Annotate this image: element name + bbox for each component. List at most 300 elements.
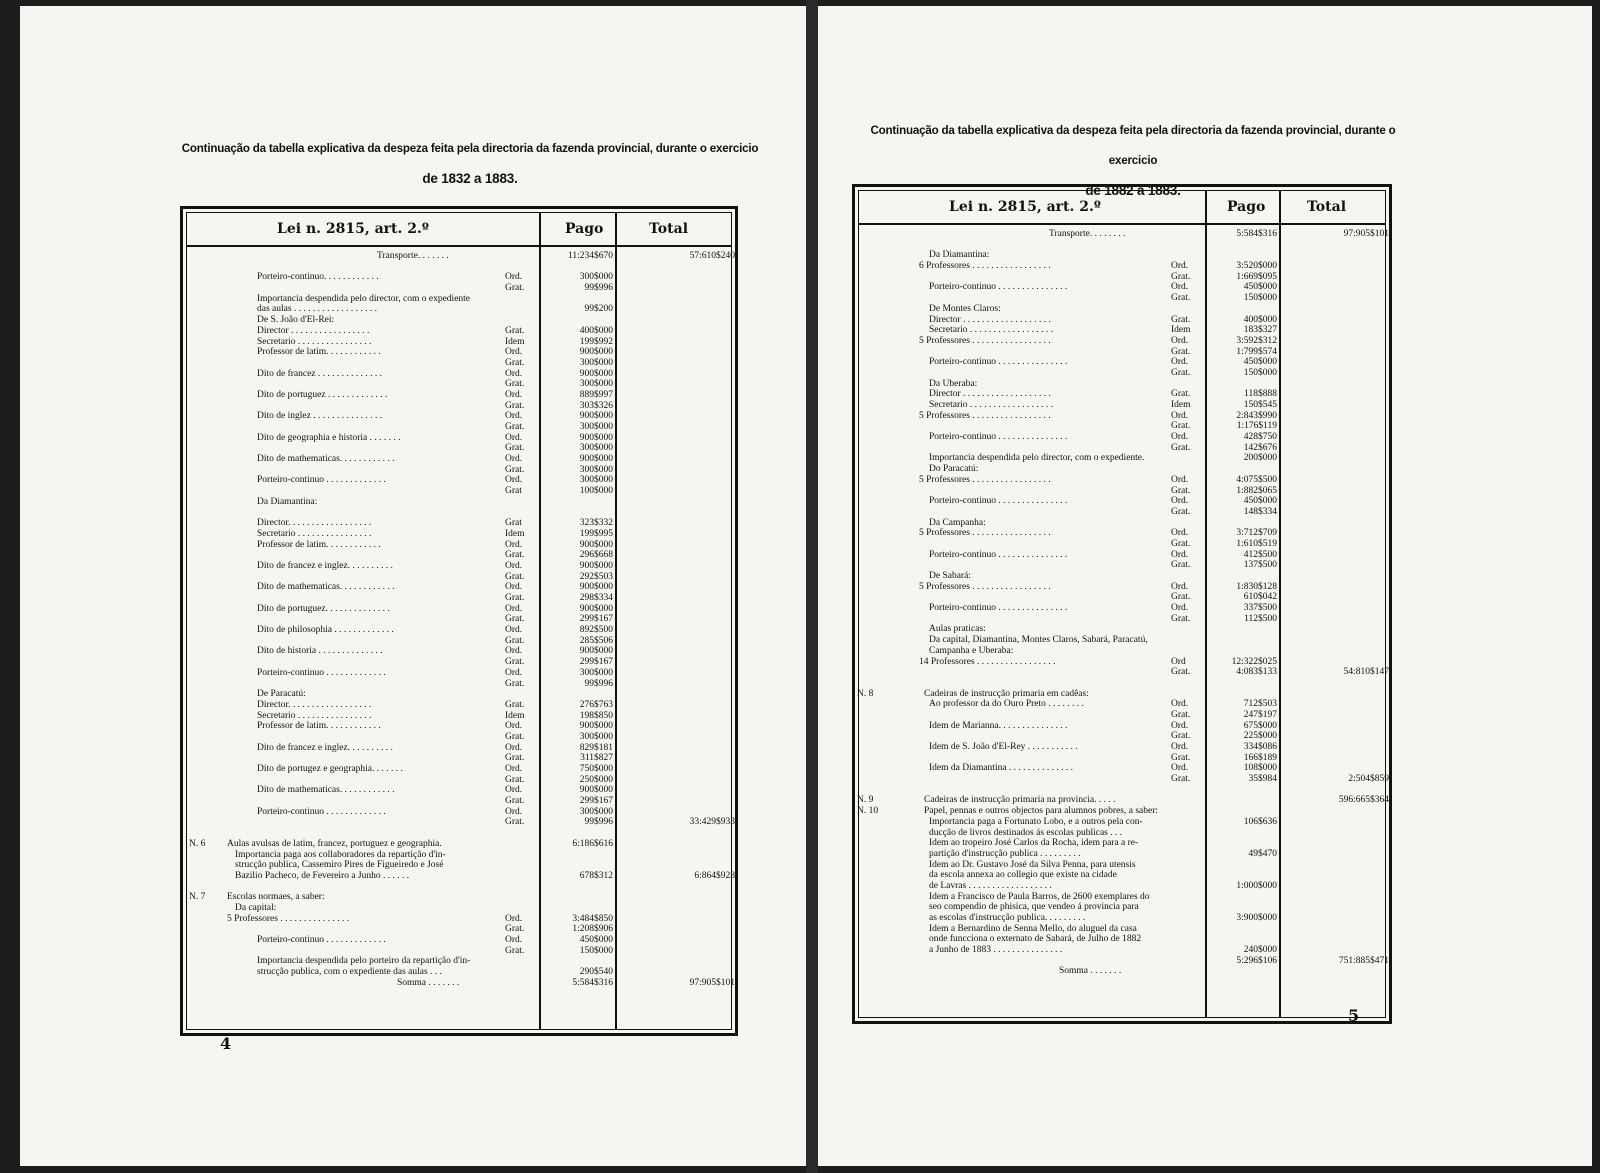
row-kind: Grat. <box>505 699 525 710</box>
row-kind: Ord. <box>1171 603 1189 614</box>
table-row <box>859 667 1389 678</box>
table-row <box>187 540 731 551</box>
table-row <box>187 892 731 903</box>
row-description: 5 Professores . . . . . . . . . . . . . . . . . <box>919 474 1051 485</box>
row-pago: 276$763 <box>579 699 613 710</box>
table-row <box>187 924 731 935</box>
table-row <box>859 486 1385 497</box>
row-description: Somma . . . . . . . <box>1059 966 1122 977</box>
row-kind: Ord. <box>505 764 523 774</box>
row-pago: 900$000 <box>579 432 613 443</box>
left-col-total: Total <box>649 221 689 237</box>
row-kind: Ord. <box>1171 261 1189 272</box>
row-pago: 200$000 <box>1243 453 1277 464</box>
row-kind: Ord. <box>1171 549 1189 560</box>
row-description: Dito de geographia e historia . . . . . . . <box>257 432 401 443</box>
table-row <box>859 582 1385 593</box>
row-kind: Grat. <box>505 464 525 475</box>
row-kind: Ord. <box>505 475 523 486</box>
row-kind: Ord. <box>505 411 523 422</box>
row-number: N. 6 <box>189 838 206 849</box>
row-description: De Sabará: <box>929 571 971 581</box>
row-description: Idem de S. João d'El-Rey . . . . . . . . . . . <box>929 742 1078 752</box>
row-kind: Ord. <box>505 742 523 753</box>
table-row <box>187 358 731 369</box>
row-description: Cadeiras de instrucção primaria na provincia. . . . . <box>924 795 1116 806</box>
table-row <box>187 379 731 390</box>
row-pago: 5:584$316 <box>1236 229 1277 239</box>
row-description: a Junho de 1883 . . . . . . . . . . . . . . . <box>929 945 1063 956</box>
row-pago: 199$995 <box>579 528 613 539</box>
row-description: Aulas praticas: <box>929 624 986 635</box>
table-row <box>187 882 731 893</box>
row-total: 2:504$859 <box>1348 774 1389 785</box>
table-row <box>859 315 1385 326</box>
row-description: as escolas d'instrucção publica. . . . . . . . . <box>929 913 1086 923</box>
row-description: Secretario . . . . . . . . . . . . . . . . <box>257 336 372 347</box>
table-row <box>187 604 731 615</box>
row-kind: Grat. <box>1171 314 1191 325</box>
right-col-lei: Lei n. 2815, art. 2.º <box>949 199 1101 215</box>
row-kind: Ord. <box>1171 581 1189 592</box>
table-row <box>187 315 731 326</box>
table-row <box>187 817 735 828</box>
table-row <box>187 732 731 743</box>
row-kind: Grat. <box>505 657 525 668</box>
table-row <box>859 453 1385 464</box>
row-description: onde funcciona o externato de Sabará, de Julho de 1882 <box>929 934 1142 945</box>
row-pago: 12:322$025 <box>1231 656 1277 667</box>
row-kind: Ord. <box>505 347 523 358</box>
row-kind: Grat. <box>1171 538 1191 549</box>
row-description: de Lavras . . . . . . . . . . . . . . . . . . <box>929 880 1052 891</box>
table-row <box>859 507 1385 518</box>
row-pago: 750$000 <box>579 764 613 774</box>
row-pago: 100$000 <box>579 486 613 497</box>
row-number: N. 10 <box>857 806 879 817</box>
row-pago: 334$086 <box>1243 742 1277 752</box>
right-heading-line1: Continuação da tabella explicativa da despeza feita pela directoria da fazenda provincial, durante o exercicio <box>870 124 1396 167</box>
table-row <box>859 443 1385 454</box>
table-row <box>187 411 731 422</box>
table-row <box>187 454 731 465</box>
table-row <box>859 550 1385 561</box>
table-row <box>187 679 731 690</box>
table-row <box>187 369 731 380</box>
row-kind: Ord. <box>505 539 523 550</box>
row-total: 596:665$364 <box>1338 795 1389 806</box>
table-row <box>187 422 731 433</box>
row-kind: Grat. <box>505 379 525 390</box>
table-row <box>187 721 731 732</box>
row-kind: Grat. <box>505 774 525 785</box>
table-row <box>859 646 1385 657</box>
row-pago: 3:592$312 <box>1236 335 1277 346</box>
table-row <box>859 955 1389 967</box>
table-row <box>859 881 1385 892</box>
row-number: N. 7 <box>189 892 206 903</box>
left-heading-line2: de 1832 a 1883. <box>422 171 518 186</box>
table-row <box>859 336 1385 347</box>
row-kind: Ord. <box>505 913 523 924</box>
table-row <box>859 496 1385 507</box>
row-pago: 900$000 <box>579 454 613 465</box>
row-kind: Grat. <box>505 357 525 368</box>
table-row <box>187 572 731 583</box>
table-row <box>187 807 731 818</box>
table-row <box>859 721 1385 732</box>
left-table-header <box>187 213 731 247</box>
row-description: 6 Professores . . . . . . . . . . . . . . . . . <box>919 261 1051 272</box>
row-kind: Idem <box>505 336 525 347</box>
row-total: 54:810$147 <box>1343 667 1389 678</box>
row-kind: Ord. <box>505 935 523 945</box>
left-table <box>180 206 738 1036</box>
row-kind: Ord. <box>1171 282 1189 293</box>
row-pago: 300$000 <box>579 379 613 390</box>
table-row <box>187 870 735 882</box>
row-kind: Ord. <box>1171 496 1189 507</box>
row-pago: 285$506 <box>579 635 613 646</box>
row-description: Ao professor da do Ouro Preto . . . . . . . . <box>929 699 1084 710</box>
right-heading-line2: de 1882 a 1883. <box>1085 183 1181 198</box>
table-row <box>187 946 731 957</box>
row-kind: Idem <box>505 710 525 721</box>
row-pago: 712$503 <box>1243 699 1277 710</box>
row-pago: 292$503 <box>579 571 613 582</box>
row-description: Importancia despendida pelo director, com o expediente. <box>929 453 1145 464</box>
row-description: Secretario . . . . . . . . . . . . . . . . . . <box>929 400 1054 410</box>
row-description: Idem a Francisco de Paula Barros, de 2600 exemplares do <box>929 891 1150 902</box>
row-description: Porteiro-continuo . . . . . . . . . . . . . <box>257 475 386 486</box>
row-pago: 300$000 <box>579 422 613 432</box>
row-kind: Grat. <box>1171 442 1191 453</box>
right-col-total: Total <box>1307 199 1347 215</box>
table-row <box>859 870 1385 881</box>
row-pago: 99$996 <box>584 678 613 689</box>
row-description: Transporte. . . . . . . . <box>1049 229 1126 239</box>
row-pago: 303$326 <box>579 400 613 411</box>
table-row <box>187 689 731 700</box>
row-description: da escola annexa ao collegio que existe na cidade <box>929 870 1117 881</box>
row-total: 33:429$933 <box>689 817 735 828</box>
row-kind: Ord. <box>505 432 523 443</box>
row-description: Do Paracatú: <box>929 464 979 475</box>
table-row <box>187 486 731 497</box>
row-description: Porteiro-continuo . . . . . . . . . . . . . <box>257 935 386 945</box>
row-kind: Ord. <box>505 721 523 732</box>
row-number: N. 8 <box>857 688 874 699</box>
table-row <box>187 711 731 722</box>
table-row <box>187 347 731 358</box>
table-row <box>187 294 731 305</box>
table-row <box>187 337 731 348</box>
row-description: Idem de Marianna. . . . . . . . . . . . . . . <box>929 720 1068 731</box>
row-total: 751:885$471 <box>1338 955 1389 966</box>
row-description: 5 Professores . . . . . . . . . . . . . . . <box>227 913 350 924</box>
row-kind: Grat. <box>1171 613 1191 624</box>
row-pago: 3:520$000 <box>1236 261 1277 272</box>
row-kind: Ord. <box>1171 763 1189 774</box>
row-description: Dito de mathematicas. . . . . . . . . . . . <box>257 582 395 593</box>
row-pago: 900$000 <box>579 347 613 358</box>
row-pago: 400$000 <box>579 325 613 336</box>
row-description: Importancia despendida pelo director, com o expediente <box>257 293 471 304</box>
row-description: Porteiro-continuo . . . . . . . . . . . . . . . <box>929 603 1068 614</box>
row-kind: Grat. <box>1171 506 1191 517</box>
row-kind: Ord. <box>505 454 523 465</box>
row-kind: Grat <box>505 486 522 497</box>
table-row <box>859 475 1385 486</box>
table-row <box>859 411 1385 422</box>
table-row <box>859 710 1385 721</box>
table-row <box>859 828 1385 839</box>
row-kind: Grat. <box>505 400 525 411</box>
row-description: Porteiro-continuo . . . . . . . . . . . . . <box>257 667 386 678</box>
table-row <box>859 528 1385 539</box>
row-pago: 5:296$106 <box>1236 955 1277 966</box>
row-kind: Grat. <box>505 283 525 294</box>
row-pago: 900$000 <box>579 603 613 614</box>
row-kind: Ord. <box>1171 720 1189 731</box>
row-kind: Ord. <box>505 272 523 283</box>
table-row <box>859 731 1385 742</box>
row-description: Director . . . . . . . . . . . . . . . . . <box>257 325 370 336</box>
table-row <box>187 903 731 914</box>
row-pago: 1:882$065 <box>1236 485 1277 496</box>
table-row <box>859 860 1385 871</box>
row-description: Professor de latim. . . . . . . . . . . . <box>257 539 381 550</box>
row-kind: Grat. <box>505 593 525 603</box>
row-kind: Grat. <box>505 443 525 454</box>
row-description: Bazilio Pacheco, de Fevereiro a Junho . . . . . . <box>235 870 410 881</box>
table-row <box>187 860 731 871</box>
row-kind: Ord. <box>1171 410 1189 421</box>
left-heading <box>170 134 770 194</box>
table-row <box>859 902 1385 913</box>
left-rows <box>187 251 735 1029</box>
row-description: Idem ao Dr. Gustavo José da Silva Penna, para utensis <box>929 859 1136 870</box>
table-row <box>187 700 731 711</box>
row-pago: 678$312 <box>579 870 613 881</box>
table-row <box>187 475 731 486</box>
row-description: Transporte. . . . . . . <box>377 251 449 261</box>
row-pago: 99$200 <box>584 304 613 315</box>
row-description: seo compendio de phisica, que vendeo á provincia para <box>929 902 1139 913</box>
table-row <box>859 293 1385 304</box>
row-description: strucção publica, Cassemiro Pires de Figueiredo e José <box>235 860 444 871</box>
row-pago: 300$000 <box>579 731 613 742</box>
row-pago: 3:712$709 <box>1236 528 1277 539</box>
row-description: Porteiro-continuo. . . . . . . . . . . . <box>257 272 379 283</box>
table-row <box>187 646 731 657</box>
row-description: strucção publica, com o expediente das aulas . . . <box>257 967 442 978</box>
row-pago: 450$000 <box>1243 357 1277 368</box>
table-row <box>859 635 1385 646</box>
row-pago: 300$000 <box>579 667 613 678</box>
table-row <box>187 497 731 508</box>
row-kind: Grat. <box>1171 485 1191 496</box>
table-row <box>187 796 731 807</box>
left-page <box>20 6 806 1166</box>
row-kind: Ord. <box>505 389 523 400</box>
table-row <box>859 539 1385 550</box>
row-kind: Idem <box>1171 400 1191 410</box>
row-description: Director. . . . . . . . . . . . . . . . . . <box>257 518 372 529</box>
row-description: Secretario . . . . . . . . . . . . . . . . . . <box>929 325 1054 336</box>
table-row <box>187 956 731 967</box>
row-pago: 106$636 <box>1243 816 1277 827</box>
left-col-lei: Lei n. 2815, art. 2.º <box>277 221 429 237</box>
table-row <box>187 272 731 283</box>
row-description: Professor de latim. . . . . . . . . . . . <box>257 721 381 732</box>
row-description: De Montes Claros: <box>929 303 1001 314</box>
row-pago: 247$197 <box>1243 709 1277 720</box>
row-kind: Grat. <box>1171 389 1191 400</box>
left-page-number: 4 <box>220 1034 232 1053</box>
row-description: Dito de portuguez. . . . . . . . . . . . . . <box>257 603 390 614</box>
right-page <box>818 6 1592 1166</box>
row-total: 97:905$101 <box>689 977 735 988</box>
row-pago: 298$334 <box>579 593 613 603</box>
table-row <box>859 400 1385 411</box>
row-pago: 225$000 <box>1243 731 1277 742</box>
row-pago: 112$500 <box>1244 613 1277 624</box>
table-row <box>859 272 1385 283</box>
row-kind: Grat. <box>505 796 525 807</box>
row-kind: Grat. <box>1171 293 1191 304</box>
row-description: ducção de livros destinados ás escolas publicas . . . <box>929 827 1123 838</box>
table-row <box>859 282 1385 293</box>
row-kind: Ord. <box>505 785 523 796</box>
table-row <box>187 550 731 561</box>
table-row <box>859 699 1385 710</box>
row-description: Da capital, Diamantina, Montes Claros, Sabará, Paracatú, <box>929 635 1148 646</box>
row-kind: Grat. <box>505 614 525 625</box>
table-row <box>187 828 731 839</box>
row-description: Dito de francez e inglez. . . . . . . . . . <box>257 742 393 753</box>
row-pago: 1:176$119 <box>1236 421 1277 432</box>
right-table <box>852 184 1392 1024</box>
row-kind: Ord. <box>1171 432 1189 443</box>
table-row <box>859 892 1385 903</box>
row-description: Da capital: <box>235 902 277 913</box>
row-kind: Grat. <box>1171 346 1191 357</box>
row-description: Da Campanha: <box>929 517 986 528</box>
table-row <box>859 614 1385 625</box>
table-row <box>187 390 731 401</box>
row-kind: Grat. <box>505 635 525 646</box>
row-total: 6:864$928 <box>694 870 735 881</box>
row-description: Aulas avulsas de latim, francez, portuguez e geographia. <box>227 838 442 849</box>
table-row <box>859 689 1385 700</box>
row-description: Da Diamantina: <box>929 250 990 261</box>
table-row <box>859 432 1385 443</box>
row-description: Somma . . . . . . . <box>397 977 460 988</box>
row-description: 5 Professores . . . . . . . . . . . . . . . . . <box>919 410 1051 421</box>
row-pago: 1:000$000 <box>1236 880 1277 891</box>
row-kind: Ord. <box>1171 474 1189 485</box>
row-pago: 3:484$850 <box>572 913 613 924</box>
row-kind: Grat. <box>1171 421 1191 432</box>
row-description: Escolas normaes, a saber: <box>227 892 325 903</box>
row-kind: Grat. <box>505 325 525 336</box>
row-description: Porteiro-continuo . . . . . . . . . . . . . . . <box>929 282 1068 293</box>
table-row <box>859 592 1385 603</box>
row-pago: 240$000 <box>1243 945 1277 956</box>
row-pago: 300$000 <box>579 464 613 475</box>
row-pago: 296$668 <box>579 550 613 561</box>
row-pago: 99$996 <box>584 283 613 294</box>
row-description: Secretario . . . . . . . . . . . . . . . . <box>257 528 372 539</box>
row-description: Porteiro-continuo . . . . . . . . . . . . . . . <box>929 357 1068 368</box>
table-row <box>187 283 731 294</box>
table-row <box>187 839 731 850</box>
row-description: Dito de portuguez . . . . . . . . . . . . . <box>257 389 388 400</box>
row-pago: 300$000 <box>579 272 613 283</box>
row-pago: 300$000 <box>579 475 613 486</box>
row-description: Da Uberaba: <box>929 378 978 389</box>
table-row <box>859 240 1385 251</box>
table-row <box>859 849 1385 860</box>
table-row <box>857 795 1389 806</box>
table-row <box>859 966 1385 977</box>
table-row <box>859 464 1385 475</box>
table-row <box>187 657 731 668</box>
row-kind: Grat. <box>505 731 525 742</box>
row-pago: 610$042 <box>1243 592 1277 603</box>
row-description: Dito de philosophia . . . . . . . . . . . . . <box>257 625 394 636</box>
row-description: Idem da Diamantina . . . . . . . . . . . . . . <box>929 763 1074 774</box>
table-row <box>859 368 1385 379</box>
table-row <box>859 347 1385 358</box>
row-kind: Grat. <box>1171 774 1191 785</box>
table-row <box>187 785 731 796</box>
row-pago: 300$000 <box>579 806 613 817</box>
row-kind: Ord. <box>505 368 523 379</box>
row-kind: Grat. <box>505 817 525 828</box>
table-row <box>859 945 1385 956</box>
row-kind: Ord. <box>505 667 523 678</box>
row-description: 5 Professores . . . . . . . . . . . . . . . . . <box>919 528 1051 539</box>
row-description: De S. João d'El-Rei: <box>257 315 335 326</box>
right-rows <box>857 229 1389 1017</box>
row-kind: Grat. <box>505 924 525 935</box>
row-kind: Grat. <box>505 753 525 764</box>
row-pago: 150$545 <box>1243 400 1277 410</box>
table-row <box>187 977 735 989</box>
table-row <box>187 508 731 519</box>
row-pago: 11:234$670 <box>567 251 613 261</box>
row-pago: 450$000 <box>1243 496 1277 507</box>
row-description: partição d'instrucção publica . . . . . . . . . <box>929 848 1081 859</box>
table-row <box>187 443 731 454</box>
row-description: Dito de portugez e geographia. . . . . . . <box>257 764 403 774</box>
row-pago: 1:669$095 <box>1236 271 1277 282</box>
row-pago: 199$992 <box>579 336 613 347</box>
row-pago: 900$000 <box>579 646 613 657</box>
row-pago: 450$000 <box>1243 282 1277 293</box>
row-kind: Ord. <box>1171 357 1189 368</box>
row-description: Professor de latim. . . . . . . . . . . . <box>257 347 381 358</box>
row-number: N. 9 <box>857 795 874 806</box>
row-description: Da Diamantina: <box>257 496 318 507</box>
right-page-number: 5 <box>1348 1006 1360 1025</box>
row-kind: Ord. <box>505 582 523 593</box>
table-row <box>859 325 1385 336</box>
row-kind: Grat. <box>1171 592 1191 603</box>
table-row <box>859 379 1385 390</box>
